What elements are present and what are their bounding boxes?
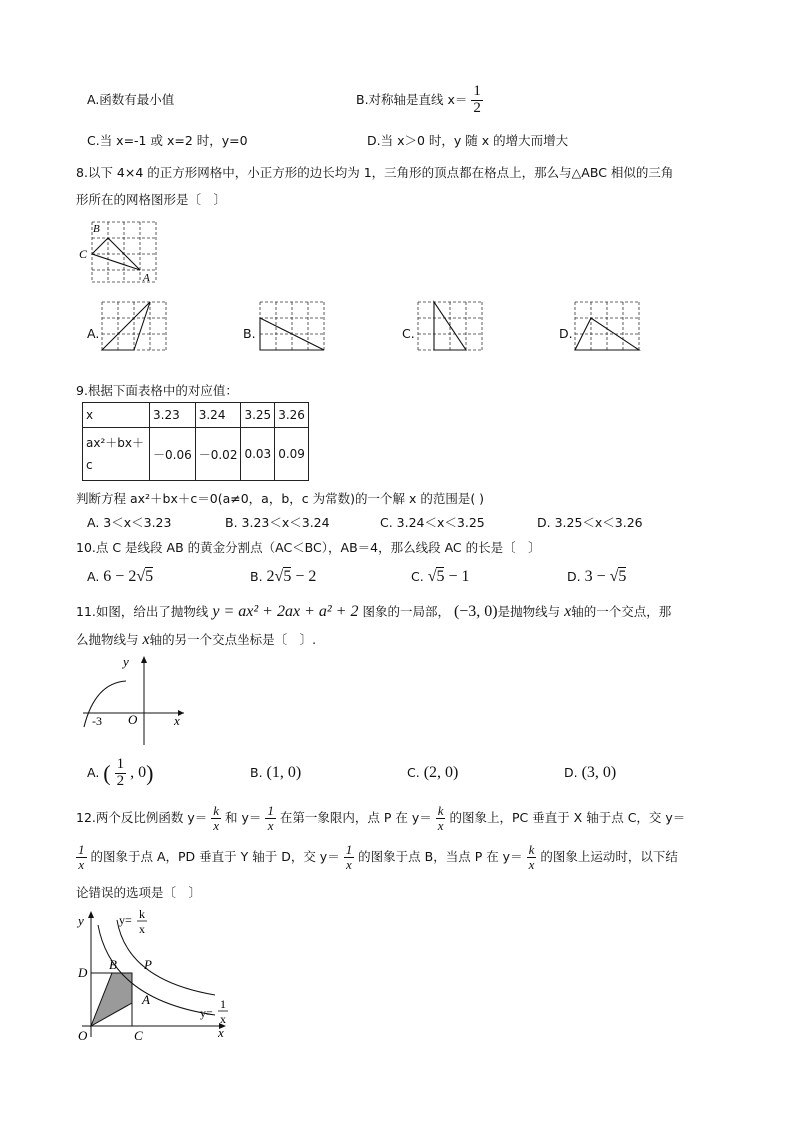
radicand: 5 (436, 568, 445, 585)
stem-text: 和 y＝ (225, 810, 262, 825)
q8-option-a-grid (100, 300, 170, 356)
q12-hyperbola-figure (72, 905, 247, 1045)
radicand: 5 (618, 568, 627, 585)
q11-option-b (250, 764, 301, 782)
x-variable: x (142, 631, 150, 648)
fraction-denominator: 2 (116, 772, 125, 789)
fraction-numerator: 1 (345, 842, 353, 858)
x-label: x (174, 713, 180, 728)
table-row (83, 403, 309, 428)
stem-text: 的图象于点 A，PD 垂直于 Y 轴于 D，交 y＝ (90, 849, 340, 864)
fraction-numerator: 1 (473, 83, 481, 99)
minus-3-label: -3 (92, 714, 102, 728)
table-cell: 3.26 (275, 403, 309, 428)
y-axis-arrow-icon (141, 656, 147, 663)
fraction-k-over-x (211, 804, 221, 832)
stem-text: 的图象上，PC 垂直于 X 轴于点 C，交 y＝ (449, 810, 686, 825)
fraction-numerator: k (213, 803, 220, 819)
label-b: B (93, 223, 100, 235)
table-cell (83, 428, 150, 481)
stem-text: 是抛物线与 (497, 604, 561, 619)
q9-question: 判断方程 ax²＋bx＋c＝0(a≠0，a，b，c 为常数)的一个解 x 的范围是( ) (76, 491, 485, 506)
fraction-denominator: x (437, 818, 444, 833)
q10-option-a (87, 568, 153, 586)
x-label: x (218, 1025, 224, 1040)
q9-option-c: C. 3.24＜x＜3.25 (380, 515, 485, 530)
q11-option-d (564, 764, 616, 782)
option-expression (103, 567, 153, 585)
q11-stem-line2 (76, 630, 316, 649)
option-label: D. (564, 765, 578, 780)
curve-label-k-prefix: y= (119, 913, 132, 927)
option-value: (2, 0) (423, 764, 459, 781)
option-expression (585, 567, 627, 585)
table-row (83, 428, 309, 481)
q7-option-a: A.函数有最小值 (87, 92, 175, 107)
option-label: A. (87, 569, 100, 584)
fraction-denominator: x (528, 857, 535, 872)
fraction-denominator: x (346, 857, 352, 872)
fraction-denominator: x (267, 818, 274, 833)
table-cell: 3.24 (195, 403, 241, 428)
shaded-quadrilateral (91, 973, 132, 1026)
q9-option-b: B. 3.23＜x＜3.24 (225, 515, 330, 530)
fraction-denominator: x (78, 857, 85, 872)
q8-stem-line1: 8.以下 4×4 的正方形网格中，小正方形的边长均为 1，三角形的顶点都在格点上，那么与△ABC 相似的三角 (76, 165, 674, 180)
q8-option-d-grid (573, 300, 643, 356)
option-label: C. (411, 569, 424, 584)
fraction-numerator: 1 (78, 842, 85, 858)
q8-option-d-label: D. (559, 326, 573, 341)
q11-stem-line1 (76, 602, 671, 621)
option-a-fraction (115, 757, 127, 790)
expr-prefix: 6 − 2 (103, 568, 137, 585)
option-a-tail: , 0 (130, 763, 147, 781)
paren-open: ( (103, 760, 111, 786)
q7-option-c: C.当 x=-1 或 x=2 时，y=0 (87, 133, 248, 148)
curve-label-k-num: k (139, 907, 145, 921)
stem-text: 的图象上运动时，以下结 (540, 849, 678, 864)
table-cell: －0.06 (150, 428, 196, 481)
q8-option-b-grid (258, 300, 328, 356)
table-cell: x (83, 403, 150, 428)
q8-stem-line2: 形所在的网格图形是〔 〕 (76, 192, 227, 207)
q7-option-b-text: B.对称轴是直线 x＝ (356, 91, 468, 107)
y-axis-arrow-icon (88, 911, 94, 918)
q7-option-b (356, 84, 483, 117)
q10-option-c (411, 568, 470, 586)
curve-label-k-den: x (139, 922, 145, 936)
table-cell: 0.03 (241, 428, 275, 481)
q12-stem-line3: 论错误的选项是〔 〕 (76, 885, 202, 900)
q9-value-table (82, 402, 309, 481)
q11-option-a (87, 757, 153, 790)
q11-option-c (407, 764, 458, 782)
stem-text: 么抛物线与 (76, 632, 139, 647)
y-label: y (78, 913, 84, 928)
option-expression (267, 567, 317, 585)
point-c-label: C (134, 1028, 143, 1043)
q8-option-c-label: C. (402, 326, 415, 341)
option-label: C. (407, 765, 420, 780)
q12-stem-line2 (76, 842, 678, 872)
option-expression (428, 567, 470, 585)
point-p-label: P (144, 957, 152, 972)
stem-text: 轴的一个交点，那 (571, 604, 672, 619)
radicand: 5 (145, 568, 154, 585)
curve-label-1-num: 1 (220, 997, 226, 1011)
q8-reference-grid (75, 218, 165, 286)
fraction-denominator: x (213, 818, 220, 833)
point-b-label: B (109, 957, 117, 972)
paren-close: ) (146, 760, 154, 786)
radicand: 5 (283, 568, 292, 585)
fraction-numerator: k (437, 803, 444, 819)
table-cell: 0.09 (275, 428, 309, 481)
option-label: D. (567, 569, 581, 584)
fraction-numerator: k (528, 842, 535, 858)
expr-prefix: 3 − (584, 568, 610, 585)
q8-option-b-label: B. (243, 326, 256, 341)
y-label: y (123, 654, 129, 669)
row-label-line2: c (86, 458, 93, 472)
stem-text: 轴的另一个交点坐标是〔 〕. (149, 632, 317, 647)
fraction-1-over-x (76, 843, 87, 871)
expr-suffix: − 2 (291, 568, 317, 585)
fraction-denominator: 2 (473, 99, 481, 116)
origin-label: O (128, 712, 138, 727)
table-cell: 3.25 (241, 403, 275, 428)
fraction-numerator: 1 (116, 756, 125, 772)
sqrt-icon: √ (609, 568, 619, 585)
q9-title: 9.根据下面表格中的对应值： (76, 383, 238, 398)
q8-option-a-label: A. (87, 326, 100, 341)
option-label: B. (250, 765, 263, 780)
fraction-k-over-x (527, 843, 537, 871)
q10-option-b (250, 568, 316, 586)
option-value: (1, 0) (266, 764, 302, 781)
q10-option-d (567, 568, 626, 586)
fraction-numerator: 1 (267, 803, 274, 819)
fraction-1-over-x (265, 804, 276, 832)
stem-text: 11.如图，给出了抛物线 (76, 604, 209, 619)
sqrt-icon: √ (136, 568, 146, 585)
x-variable: x (564, 603, 572, 620)
q10-stem: 10.点 C 是线段 AB 的黄金分割点（AC＜BC），AB＝4，那么线段 AC 的长是〔 〕 (76, 540, 541, 555)
triangle-a (102, 302, 150, 350)
q12-stem-line1 (76, 803, 685, 833)
point-coordinate: (−3, 0) (453, 603, 498, 620)
table-cell: －0.02 (195, 428, 241, 481)
curve-label-1-den: x (220, 1012, 226, 1026)
q8-option-c-grid (416, 300, 486, 356)
origin-label: O (78, 1028, 88, 1043)
row-label-line1: ax²＋bx＋ (86, 436, 144, 450)
expr-suffix: − 1 (444, 568, 470, 585)
q9-option-d: D. 3.25＜x＜3.26 (537, 515, 643, 530)
label-a: A (143, 272, 150, 284)
parabola-curve (84, 681, 126, 727)
q7-option-d: D.当 x＞0 时，y 随 x 的增大而增大 (367, 133, 569, 148)
sqrt-icon: √ (274, 568, 284, 585)
option-label: B. (250, 569, 263, 584)
curve-label-1-prefix: y= (200, 1006, 213, 1020)
fraction-k-over-x (436, 804, 446, 832)
stem-text: 的图象于点 B，当点 P 在 y＝ (358, 849, 523, 864)
option-value: (3, 0) (581, 764, 617, 781)
stem-text: 12.两个反比例函数 y＝ (76, 810, 208, 825)
stem-text: 在第一象限内，点 P 在 y＝ (279, 810, 432, 825)
stem-text: 图象的一局部， (362, 604, 450, 619)
fraction-1-over-x (344, 843, 355, 871)
label-c: C (79, 247, 88, 261)
table-cell: 3.23 (150, 403, 196, 428)
option-label: A. (87, 764, 100, 780)
point-d-label: D (78, 965, 88, 980)
q11-parabola-figure (78, 650, 198, 750)
parabola-formula: y = ax² + 2ax + a² + 2 (212, 603, 359, 620)
q9-option-a: A. 3＜x＜3.23 (87, 515, 172, 530)
sqrt-icon: √ (427, 568, 437, 585)
expr-prefix: 2 (266, 568, 275, 585)
q7-fraction (471, 84, 483, 117)
point-a-label: A (142, 992, 150, 1007)
